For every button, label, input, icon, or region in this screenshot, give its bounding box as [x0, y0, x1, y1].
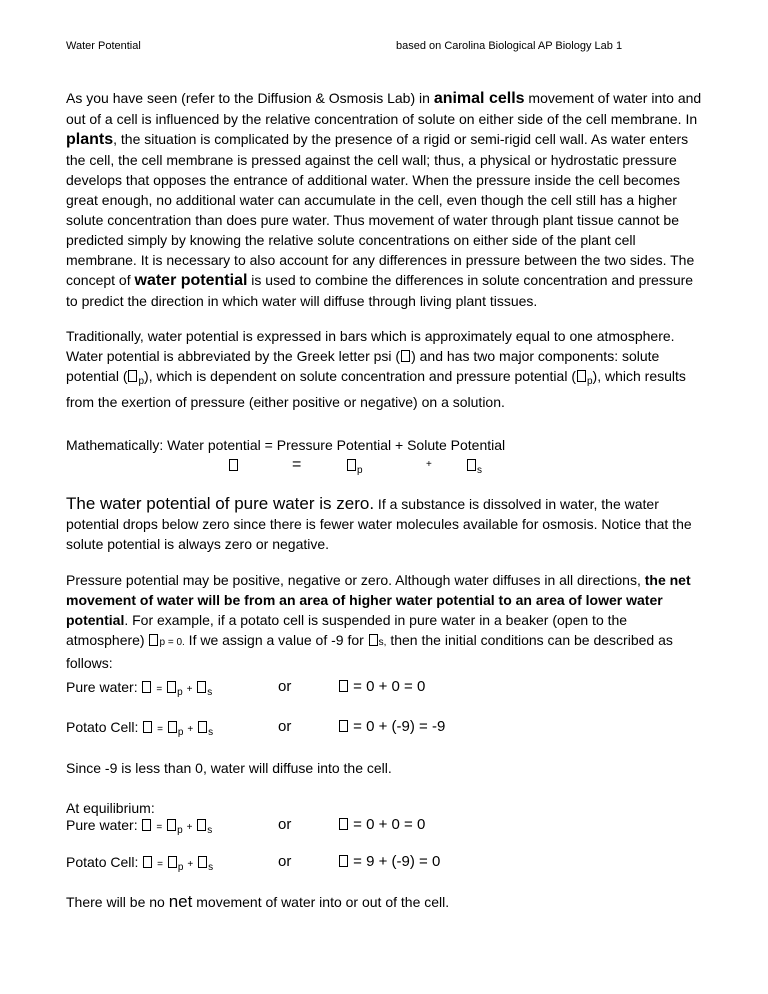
psi-symbol-icon: [168, 856, 177, 868]
pure-water-equilibrium-result: = 0 + 0 = 0: [338, 815, 425, 835]
header-left: Water Potential: [66, 40, 141, 52]
animal-cells-emphasis: animal cells: [433, 90, 525, 107]
psi-symbol-icon: [142, 819, 151, 831]
psi-symbol-icon: [339, 818, 348, 830]
paragraph-pressure: Pressure potential may be positive, negative or zero. Although water diffuses in all directions, the net movement of water will be from an area of higher water potential to an area of lower water potential. For example, if a potato cell is suspended in pure water in a beaker (open to the atmosphere) p = 0. If we assign a value of -9 for s, then the initial conditions can be described as follows:: [66, 572, 691, 671]
net-movement-rule: the net movement of water will be from an area of higher water potential to an area of lower water potential: [66, 572, 691, 628]
psi-symbol-icon: [197, 819, 206, 831]
psi-symbol-icon: [229, 459, 238, 471]
psi-symbol-icon: [198, 721, 207, 733]
potato-cell-equation: Potato Cell: = $_p$ + $_s$: [66, 719, 214, 738]
or-label: or: [278, 678, 292, 695]
psi-symbol-icon: [167, 819, 176, 831]
potato-cell-result: = 0 + (-9) = -9: [338, 717, 445, 737]
or-label: or: [278, 853, 292, 870]
water-potential-emphasis: water potential: [134, 272, 248, 289]
water-potential-equation: = $_p$ + $_s$: [228, 455, 628, 475]
or-label: or: [278, 718, 292, 735]
psi-symbol-icon: [198, 856, 207, 868]
final-statement: There will be no net movement of water into or out of the cell.: [66, 892, 450, 911]
net-emphasis: net: [168, 892, 193, 911]
paragraph-bars: Traditionally, water potential is expressed in bars which is approximately equal to one atmosphere. Water potential is abbreviated by the Greek letter psi ( ) and has two major components: solute potential ( $_p$), which is dependent on solute concentration and pressure potential ( $_p$), which results from the exertion of pressure (either positive or negative) on a solution.: [66, 328, 686, 410]
psi-symbol-icon: [197, 681, 206, 693]
psi-symbol-icon: [339, 855, 348, 867]
psi-symbol-icon: [339, 720, 348, 732]
diffusion-conclusion: Since -9 is less than 0, water will diffuse into the cell.: [66, 760, 392, 776]
paragraph-pure-water: The water potential of pure water is zero. If a substance is dissolved in water, the water potential drops below zero since there is fewer water molecules available for osmosis. Notice that the solute potential is always zero or negative.: [66, 494, 692, 552]
psi-symbol-icon: [467, 459, 476, 471]
psi-symbol-icon: [128, 370, 137, 382]
header-right: based on Carolina Biological AP Biology Lab 1: [396, 40, 623, 52]
psi-symbol-icon: [339, 680, 348, 692]
psi-symbol-icon: [401, 350, 410, 362]
potato-cell-equilibrium-result: = 9 + (-9) = 0: [338, 852, 440, 872]
or-label: or: [278, 816, 292, 833]
paragraph-intro: As you have seen (refer to the Diffusion & Osmosis Lab) in animal cells movement of water into and out of a cell is influenced by the relative concentration of solute on either side of the cell membrane. In plants, the situation is complicated by the presence of a rigid or semi-rigid cell wall. As water enters the cell, the cell membrane is pressed against the cell wall; thus, a physical or hydrostatic pressure develops that opposes the entrance of additional water. When the pressure inside the cell becomes great enough, no additional water can accumulate in the cell, even though the cell still has a higher solute concentration than does pure water. Thus movement of water through plant tissue cannot be predicted simply by knowing the relative solute concentrations on either side of the plant cell membrane. It is necessary to also account for any differences in pressure between the two sides. The concept of water potential is used to combine the differences in solute concentration and pressure to predict the direction in which water will diffuse through living plant tissues.: [66, 90, 702, 309]
math-label: Mathematically: Water potential = Pressure Potential + Solute Potential: [66, 437, 506, 453]
psi-symbol-icon: [347, 459, 356, 471]
equilibrium-label: At equilibrium:: [66, 800, 155, 816]
plants-emphasis: plants: [66, 131, 114, 148]
pure-water-equation: Pure water: = $_p$ + $_s$: [66, 679, 213, 698]
psi-symbol-icon: [577, 370, 586, 382]
psi-symbol-icon: [167, 681, 176, 693]
psi-symbol-icon: [149, 634, 158, 646]
potato-cell-equilibrium-equation: Potato Cell: = $_p$ + $_s$: [66, 854, 214, 873]
pure-water-result: = 0 + 0 = 0: [338, 677, 425, 697]
psi-symbol-icon: [143, 856, 152, 868]
psi-symbol-icon: [142, 681, 151, 693]
psi-symbol-icon: [143, 721, 152, 733]
pure-water-statement: The water potential of pure water is zero.: [66, 494, 375, 513]
psi-symbol-icon: [168, 721, 177, 733]
psi-symbol-icon: [369, 634, 378, 646]
pure-water-equilibrium-equation: Pure water: = $_p$ + $_s$: [66, 817, 213, 836]
